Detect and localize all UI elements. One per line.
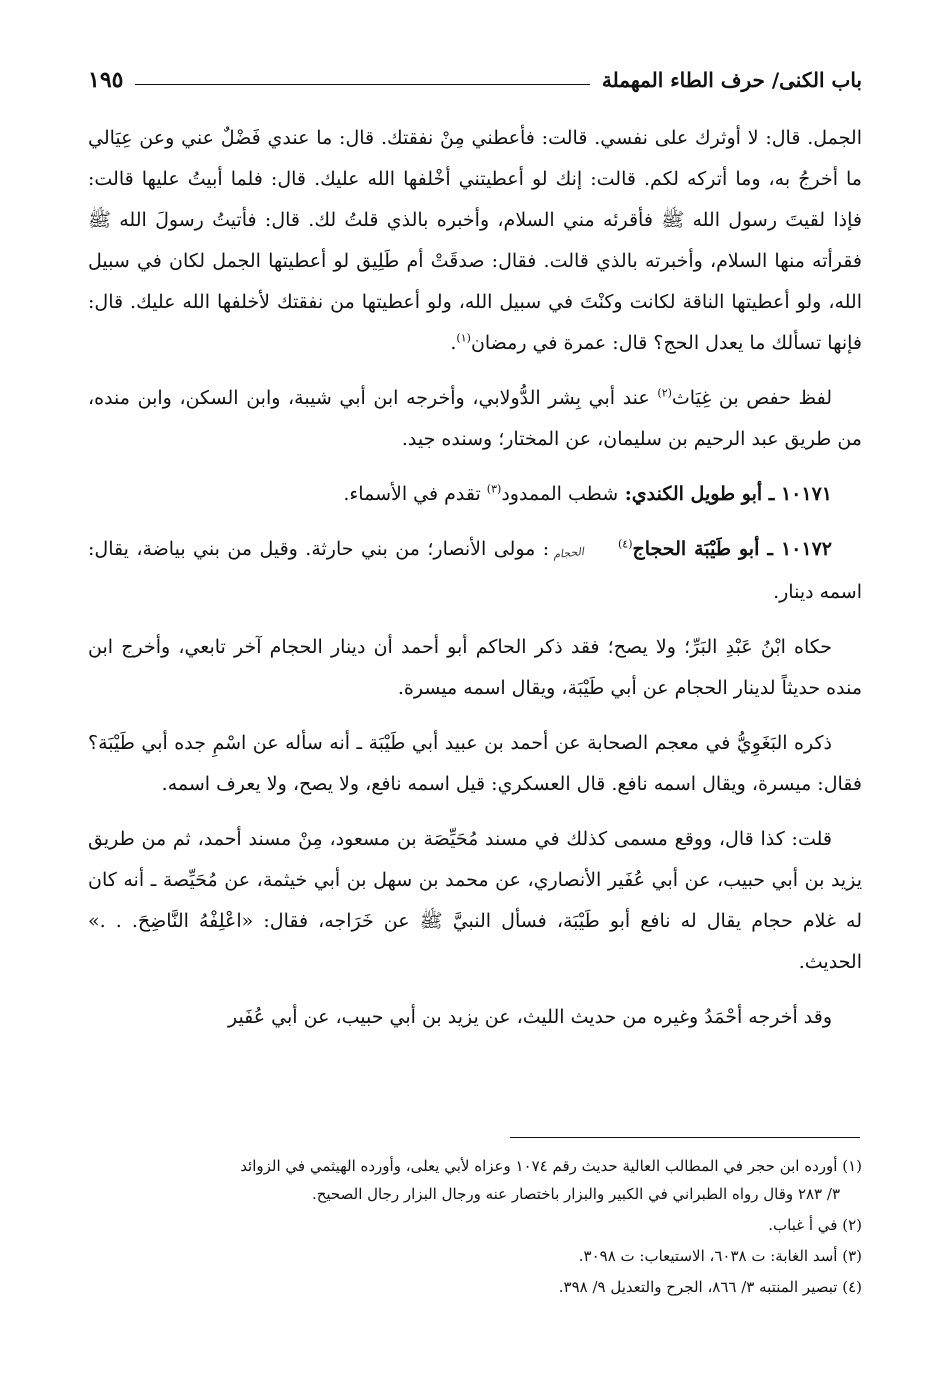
running-title: باب الكنى/ حرف الطاء المهملة (601, 68, 862, 92)
paragraph: حكاه ابْنُ عَبْدِ البَرِّ؛ ولا يصح؛ فقد ذكر الحاكم أبو أحمد أن دينار الحجام آخر تابعي، وأخرج ابن منده حديثاً لدينار الحجام عن أبي طَيْبَة، ويقال اسمه ميسرة. (88, 636, 862, 699)
entry-number: ١٠١٧٢ (780, 538, 832, 560)
footnote-label: (٢) (842, 1216, 862, 1234)
paragraph: ذكره البَغَوِيُّ في معجم الصحابة عن أحمد بن عبيد أبي طَيْبَة ـ أنه سأله عن اسْمِ جده أبي طَيْبَة؟ فقال: ميسرة، ويقال اسمه نافع. قال العسكري: قيل اسمه نافع، ولا يصح، ولا يعرف اسمه. (88, 732, 862, 795)
footnotes (88, 1152, 862, 1304)
page-number: ١٩٥ (88, 67, 124, 93)
paragraph: وقد أخرجه أحْمَدُ وغيره من حديث الليث، عن يزيد بن أبي حبيب، عن أبي عُفَير (227, 1006, 832, 1028)
footnote-continuation: ٣/ ٢٨٣ وقال رواه الطبراني في الكبير والبزار باختصار عنه ورجال البزار رجال الصحيح. (311, 1185, 840, 1203)
footnote: (٢) في أ غباب. (768, 1216, 862, 1234)
entry-name: ـ أبو طَيْبَة الحجاج (632, 538, 781, 560)
footnote-label: (٤) (842, 1278, 862, 1296)
footnote-ref: (١) (456, 331, 471, 345)
footnote-ref: (٤) (617, 537, 633, 551)
header-rule (135, 84, 589, 85)
entry-number: ١٠١٧١ (780, 483, 832, 505)
footnote-rule (510, 1137, 860, 1138)
handwritten-note: الحجام (552, 544, 585, 562)
footnote-ref: (٣) (486, 482, 502, 496)
footnote: (٤) تبصير المنتبه ٣/ ٨٦٦، الجرح والتعديل ٩/ ٣٩٨. (558, 1278, 862, 1296)
main-text (88, 118, 862, 1052)
entry: ١٠١٧١ ـ أبو طويل الكندي: شطب الممدود$^{(٣)}$ تقدم في الأسماء. (343, 482, 832, 505)
paragraph: الجمل. قال: لا أوثرك على نفسي. قالت: فأعطني مِنْ نفقتك. قال: ما عندي فَضْلٌ عني وعن عِيَالي ما أخرجُ به، وما أتركه لكم. قالت: إنك لو أعطيتني أخْلفها الله عليك. قال: فلما أبيتُ عليها قالت: فإذا لقيتَ رسول الله ﷺ فأقرئه مني السلام، وأخبره بالذي قلتُ لك. قال: فأتيتُ رسولَ الله ﷺ فقرأته منها السلام، وأخبرته بالذي قالت. فقال: صدقَتْ أم طَلِيق لو أعطيتها الجمل لكان في سبيل الله، ولو أعطيتها الناقة لكانت وكنْتَ في سبيل الله، ولو أعطيتها من نفقتك لأخلفها الله عليك. قال: فإنها تسألك ما يعدل الحج؟ قال: عمرة في رمضان$^{(١)}$. (88, 127, 862, 354)
entry: ١٠١٧٢ ـ أبو طَيْبَة الحجاج$^{(٤)}$الحجام: مولى الأنصار؛ من بني حارثة. وقيل من بني بياضة، يقال: اسمه دينار. (88, 529, 862, 613)
footnote-ref: (٢) (657, 386, 672, 400)
footnote-label: (٣) (842, 1247, 862, 1265)
footnote: (١) أورده ابن حجر في المطالب العالية حديث رقم ١٠٧٤ وعزاه لأبي يعلى، وأورده الهيثمي في الزوائد ٣/ ٢٨٣ وقال رواه الطبراني في الكبير والبزار باختصار عنه ورجال البزار رجال الصحيح. (88, 1152, 862, 1208)
paragraph: لفظ حفص بن غِيَاث$^{(٢)}$ عند أبي بِشر الدُّولابي، وأخرجه ابن أبي شيبة، وابن السكن، وابن منده، من طريق عبد الرحيم بن سليمان، عن المختار؛ وسنده جيد. (88, 386, 862, 450)
paragraph: قلت: كذا قال، ووقع مسمى كذلك في مسند مُحَيِّصَة بن مسعود، مِنْ مسند أحمد، ثم من طريق يزيد بن أبي حبيب، عن أبي عُفَير الأنصاري، عن محمد بن سهل بن أبي خيثمة، عن مُحَيِّصة ـ أنه كان له غلام حجام يقال له نافع أبو طَيْبَة، فسأل النبيَّ ﷺ عن خَرَاجه، فقال: «اعْلِفْهُ النَّاضِحَ. . .» الحديث. (88, 828, 862, 973)
footnote: (٣) أسد الغابة: ت ٦٠٣٨، الاستيعاب: ت ٣٠٩٨. (578, 1247, 862, 1265)
page-header (88, 62, 862, 98)
entry-name: ـ أبو طويل الكندي: (618, 483, 781, 505)
footnote-label: (١) (842, 1157, 862, 1175)
